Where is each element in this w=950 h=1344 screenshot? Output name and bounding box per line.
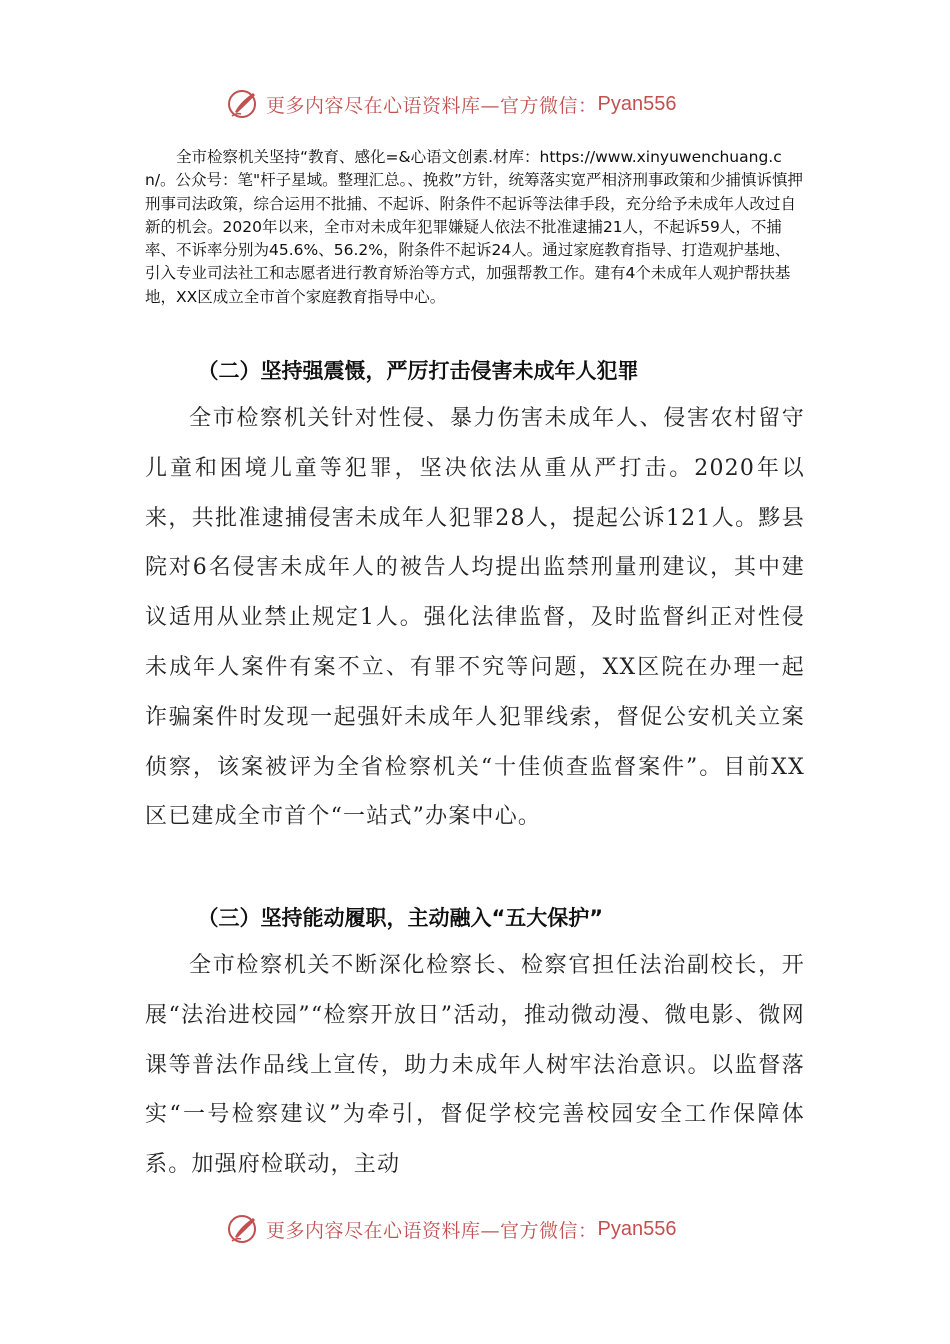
header-banner[interactable]: [226, 87, 676, 121]
footer-banner[interactable]: [226, 1212, 676, 1246]
banner-text: 更多内容尽在心语资料库—官方微信：: [266, 94, 598, 117]
pen-logo-icon: [226, 87, 262, 121]
banner-wechat-id: Pyan556: [597, 1217, 677, 1240]
banner-text: 更多内容尽在心语资料库—官方微信：: [266, 1219, 598, 1242]
pen-logo-icon: [226, 1212, 262, 1246]
section-heading-3: （三）坚持能动履职，主动融入“五大保护”: [197, 906, 604, 930]
section-paragraph-2: 全市检察机关针对性侵、暴力伤害未成年人、侵害农村留守儿童和困境儿童等犯罪，坚决依法从重从严打击。2020年以来，共批准逮捕侵害未成年人犯罪28人，提起公诉121人。黟县院对6名侵害未成年人的被告人均提出监禁刑量刑建议，其中建议适用从业禁止规定1人。强化法律监督，及时监督纠正对性侵未成年人案件有案不立、有罪不究等问题，XX区院在办理一起诈骗案件时发现一起强奸未成年人犯罪线索，督促公安机关立案侦察，该案被评为全省检察机关“十佳侦查监督案件”。目前XX区已建成全市首个“一站式”办案中心。: [145, 406, 805, 830]
section-heading-2: （二）坚持强震慑，严厉打击侵害未成年人犯罪: [197, 359, 639, 383]
banner-wechat-id: Pyan556: [597, 92, 677, 115]
intro-paragraph: 全市检察机关坚持“教育、感化=&心语文创素.材库：https://www.xinyuwenchuang.cn/。公众号：笔"杆子星域。整理汇总。、挽救”方针，统筹落实宽严相济刑事政策和少捕慎诉慎押刑事司法政策，综合运用不批捕、不起诉、附条件不起诉等法律手段，充分给予未成年人改过自新的机会。2020年以来，全市对未成年犯罪嫌疑人依法不批准逮捕21人，不起诉59人，不捕率、不诉率分别为45.6%、56.2%，附条件不起诉24人。通过家庭教育指导、打造观护基地、引入专业司法社工和志愿者进行教育矫治等方式，加强帮教工作。建有4个未成年人观护帮扶基地，XX区成立全市首个家庭教育指导中心。: [145, 148, 803, 306]
section-paragraph-3: 全市检察机关不断深化检察长、检察官担任法治副校长，开展“法治进校园”“检察开放日”活动，推动微动漫、微电影、微网课等普法作品线上宣传，助力未成年人树牢法治意识。以监督落实“一号检察建议”为牵引，督促学校完善校园安全工作保障体系。加强府检联动，主动: [145, 953, 805, 1178]
